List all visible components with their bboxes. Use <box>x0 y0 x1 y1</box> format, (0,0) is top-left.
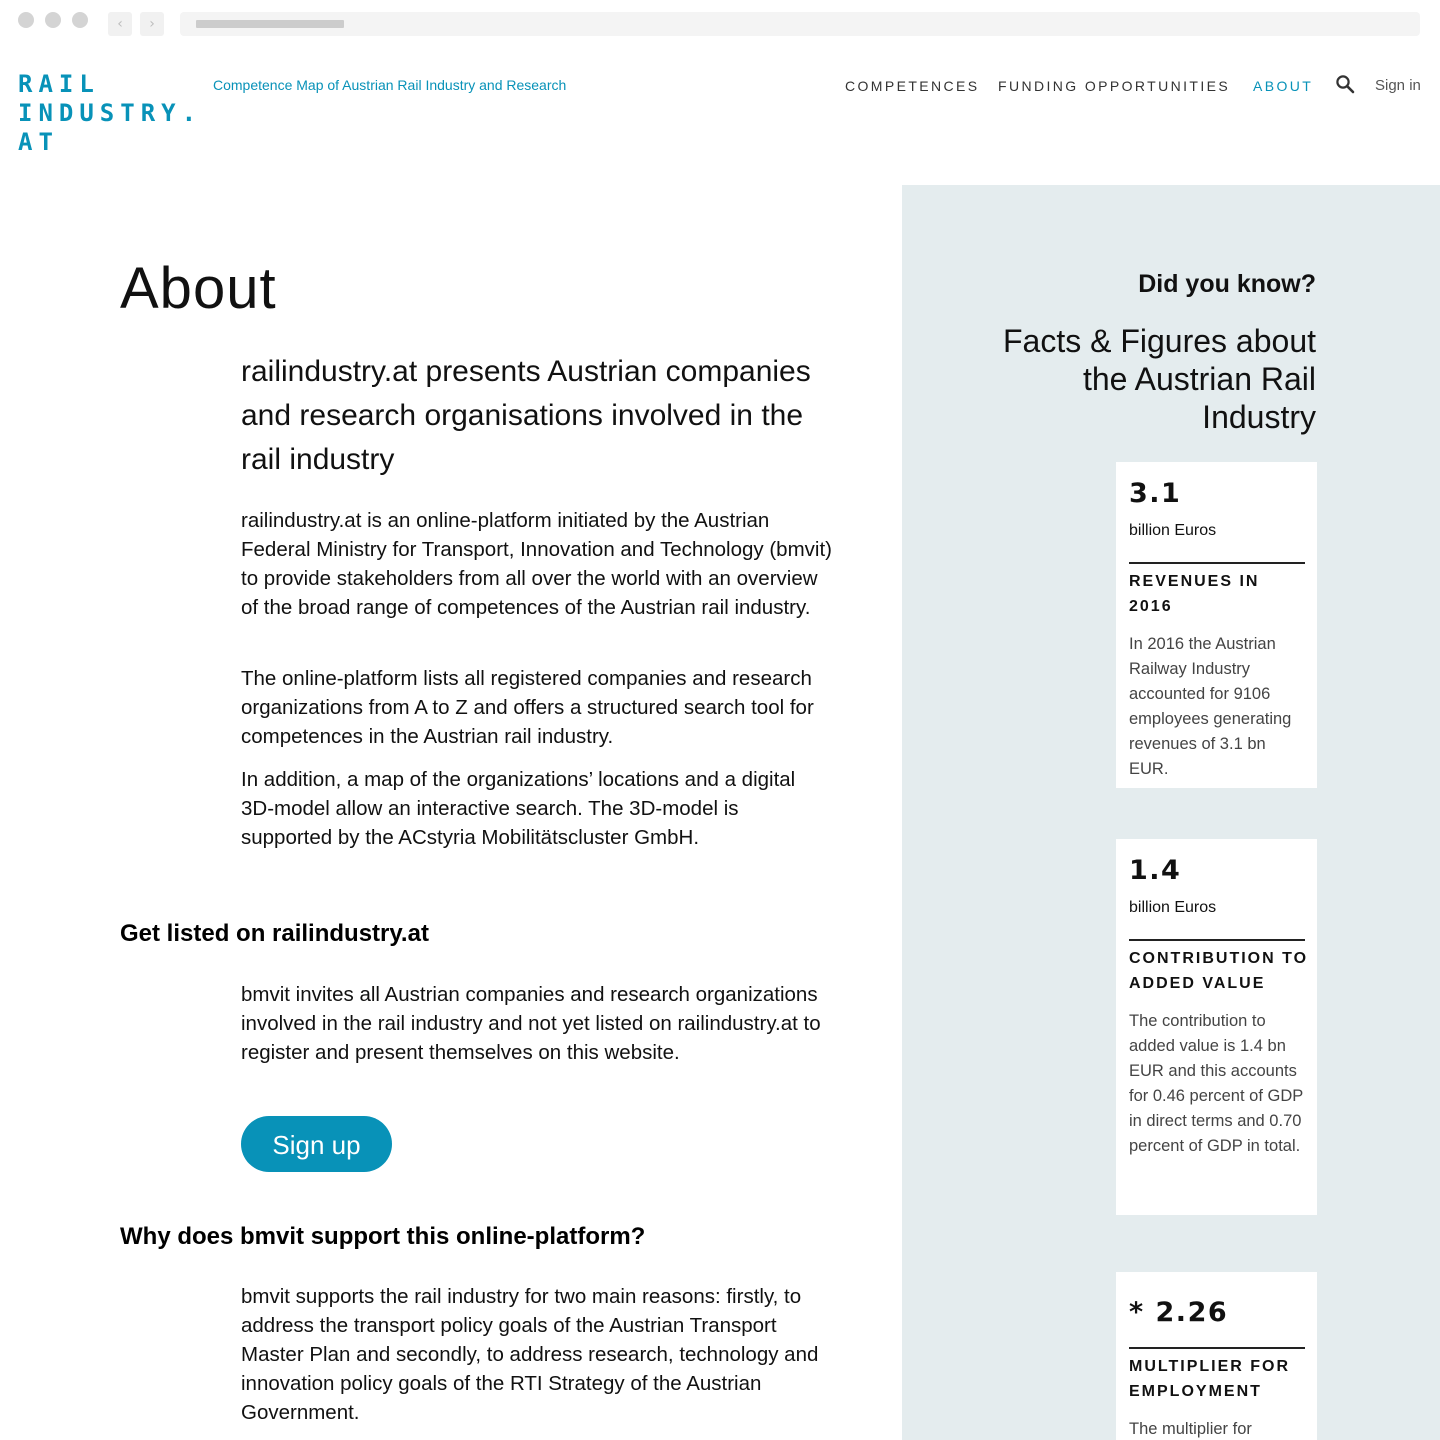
browser-chrome <box>0 0 1440 46</box>
lead-text: railindustry.at presents Austrian companies and research organisations involved in the rail industry <box>241 355 811 476</box>
intro-paragraph-2: The online-platform lists all registered companies and research organizations from A to Z and offers a structured search tool for competences in the Austrian rail industry. <box>241 667 814 748</box>
nav-competences[interactable]: COMPETENCES <box>845 78 980 94</box>
section-heading-why-support: Why does bmvit support this online-platform? <box>120 1223 646 1250</box>
section-heading-get-listed: Get listed on railindustry.at <box>120 920 429 947</box>
fact-number: 3.1 <box>1129 478 1182 509</box>
fact-label: REVENUES IN 2016 <box>1129 573 1260 615</box>
search-icon[interactable] <box>1335 74 1355 94</box>
intro-paragraph-3: In addition, a map of the organizations’ locations and a digital 3D-model allow an interactive search. The 3D-model is supported by the ACstyria Mobilitätscluster GmbH. <box>241 768 796 849</box>
get-listed-paragraph: bmvit invites all Austrian companies and research organizations involved in the rail industry and not yet listed on railindustry.at to register and present themselves on this website. <box>241 983 821 1064</box>
did-you-know-heading: Did you know? <box>1138 270 1316 298</box>
sign-up-button[interactable]: Sign up <box>241 1116 392 1172</box>
facts-figures-title: Facts & Figures about the Austrian Rail Industry <box>1002 323 1316 435</box>
page-title: About <box>120 256 277 321</box>
address-bar-placeholder <box>196 20 344 28</box>
fact-description: The contribution to added value is 1.4 bn EUR and this accounts for 0.46 percent of GDP in direct terms and 0.70 percent of GDP in total. <box>1129 1012 1303 1155</box>
window-close-dot[interactable] <box>18 12 34 28</box>
sign-in-link[interactable]: Sign in <box>1375 77 1421 94</box>
fact-label: MULTIPLIER FOR EMPLOYMENT <box>1129 1358 1291 1400</box>
why-support-paragraph: bmvit supports the rail industry for two main reasons: firstly, to address the transport policy goals of the Austrian Transport Master Plan and secondly, to address research, technology and innovation policy goals of the RTI Strategy of the Austrian Government. <box>241 1285 819 1424</box>
fact-description: In 2016 the Austrian Railway Industry accounted for 9106 employees generating revenues of 3.1 bn EUR. <box>1129 635 1292 778</box>
fact-card <box>1116 462 1317 788</box>
fact-divider <box>1129 562 1305 564</box>
fact-card <box>1116 839 1317 1215</box>
forward-arrow-icon[interactable]: › <box>140 12 164 36</box>
logo-line: INDUSTRY. <box>18 99 203 127</box>
intro-paragraph-1: railindustry.at is an online-platform initiated by the Austrian Federal Ministry for Transport, Innovation and Technology (bmvit) to provide stakeholders from all over the world with an overview of the broad range of competences of the Austrian rail industry. <box>241 509 832 619</box>
fact-number: 1.4 <box>1129 855 1182 886</box>
logo-line: AT <box>18 128 59 156</box>
fact-card <box>1116 1272 1317 1440</box>
fact-divider <box>1129 1347 1305 1349</box>
fact-number: * 2.26 <box>1129 1297 1229 1328</box>
fact-unit: billion Euros <box>1129 899 1217 916</box>
window-maximize-dot[interactable] <box>72 12 88 28</box>
nav-funding-opportunities[interactable]: FUNDING OPPORTUNITIES <box>998 78 1231 94</box>
address-bar[interactable] <box>180 12 1420 36</box>
fact-description: The multiplier for <box>1129 1420 1252 1438</box>
site-tagline: Competence Map of Austrian Rail Industry and Research <box>213 77 567 93</box>
fact-unit: billion Euros <box>1129 522 1217 539</box>
logo-line: RAIL <box>18 70 100 98</box>
nav-about[interactable]: ABOUT <box>1253 78 1314 94</box>
fact-label: CONTRIBUTION TO ADDED VALUE <box>1129 950 1309 992</box>
back-arrow-icon[interactable]: ‹ <box>108 12 132 36</box>
fact-divider <box>1129 939 1305 941</box>
site-logo[interactable] <box>18 70 202 157</box>
window-minimize-dot[interactable] <box>45 12 61 28</box>
